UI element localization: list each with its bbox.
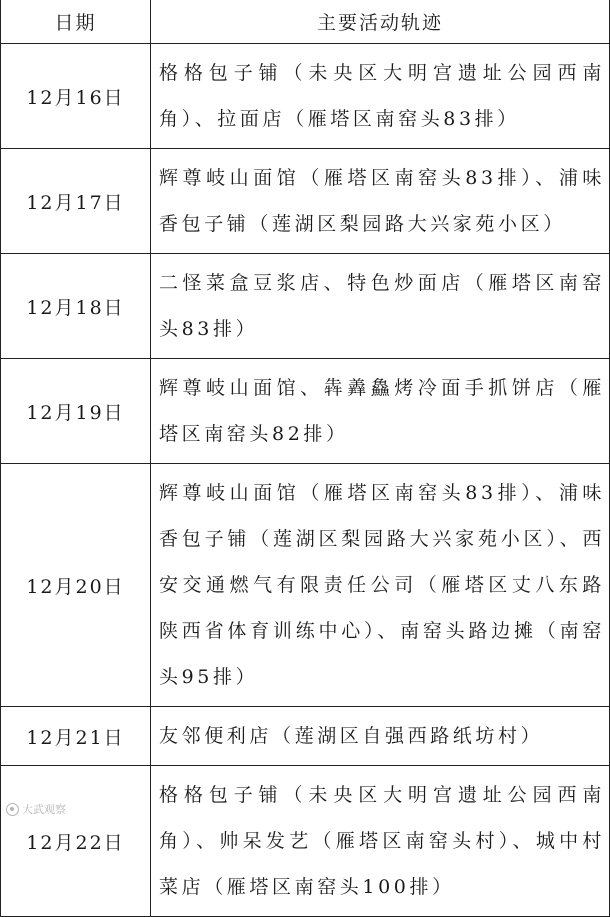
row-track: 格格包子铺（未央区大明宫遗址公园西南角）、拉面店（雁塔区南窑头83排）	[151, 44, 610, 149]
watermark-text: 大武观察	[22, 803, 66, 816]
header-track: 主要活动轨迹	[151, 0, 610, 44]
row-date: 12月16日	[1, 44, 151, 149]
table-row	[1, 359, 610, 464]
table-row	[1, 44, 610, 149]
row-date: 12月17日	[1, 149, 151, 254]
row-date: 12月18日	[1, 254, 151, 359]
row-track: 辉尊岐山面馆、犇羴鱻烤冷面手抓饼店（雁塔区南窑头82排）	[151, 359, 610, 464]
row-date: 12月22日	[1, 766, 151, 917]
table-row	[1, 766, 610, 917]
table-row	[1, 464, 610, 707]
header-date: 日期	[1, 0, 151, 44]
table-row	[1, 254, 610, 359]
table-row	[1, 149, 610, 254]
table-header-row	[1, 0, 610, 44]
row-date: 12月20日	[1, 464, 151, 707]
row-date: 12月21日	[1, 707, 151, 766]
watermark	[6, 801, 66, 817]
row-track: 格格包子铺（未央区大明宫遗址公园西南角）、帅呆发艺（雁塔区南窑头村）、城中村菜店（雁塔区南窑头100排）	[151, 766, 610, 917]
row-track: 辉尊岐山面馆（雁塔区南窑头83排）、浦味香包子铺（莲湖区梨园路大兴家苑小区）	[151, 149, 610, 254]
table-row	[1, 707, 610, 766]
row-track: 辉尊岐山面馆（雁塔区南窑头83排）、浦味香包子铺（莲湖区梨园路大兴家苑小区）、西安交通燃气有限责任公司（雁塔区丈八东路陕西省体育训练中心）、南窑头路边摊（南窑头95排）	[151, 464, 610, 707]
watermark-logo-icon	[6, 803, 19, 816]
row-date: 12月19日	[1, 359, 151, 464]
row-track: 二怪菜盒豆浆店、特色炒面店（雁塔区南窑头83排）	[151, 254, 610, 359]
row-track: 友邻便利店（莲湖区自强西路纸坊村）	[151, 707, 610, 766]
